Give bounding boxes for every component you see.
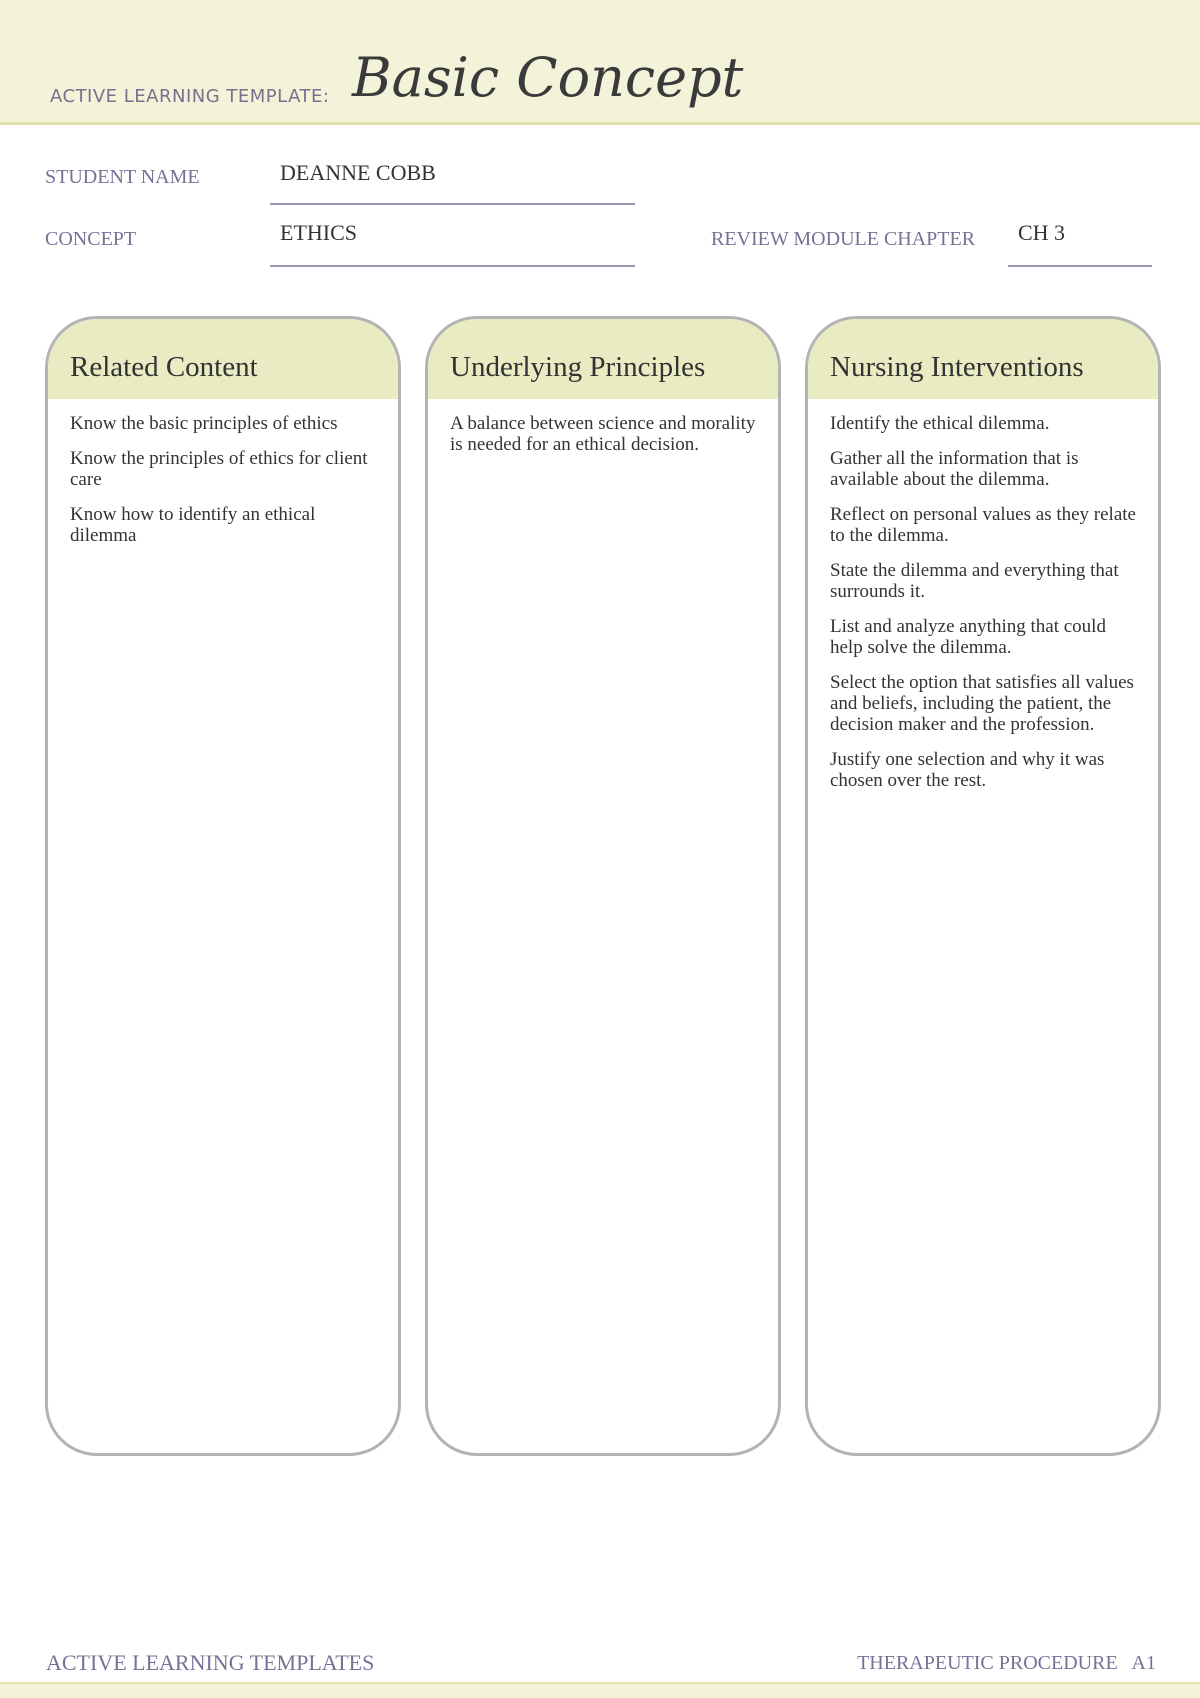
nursing-interventions-item: State the dilemma and everything that surrounds it. (830, 560, 1119, 602)
related-content-panel (45, 316, 401, 1456)
related-content-body[interactable] (48, 399, 398, 546)
underlying-principles-panel (425, 316, 781, 1456)
underlying-principles-title: Underlying Principles (428, 319, 778, 399)
student-name-label: STUDENT NAME (45, 166, 200, 188)
template-title: Basic Concept (352, 46, 744, 109)
nursing-interventions-item: Justify one selection and why it was chosen over the rest. (830, 749, 1105, 791)
nursing-interventions-item: Gather all the information that is available about the dilemma. (830, 448, 1079, 490)
related-content-item: Know the principles of ethics for client care (70, 448, 368, 490)
footer-right-text: THERAPEUTIC PROCEDURE A1 (857, 1652, 1156, 1674)
concept-field[interactable]: ETHICS (280, 220, 357, 245)
nursing-interventions-title: Nursing Interventions (808, 319, 1158, 399)
nursing-interventions-body[interactable] (808, 399, 1158, 791)
template-label: ACTIVE LEARNING TEMPLATE: (50, 86, 330, 107)
underlying-principles-item: A balance between science and morality is needed for an ethical decision. (450, 413, 756, 455)
nursing-interventions-item: Reflect on personal values as they relate to the dilemma. (830, 504, 1136, 546)
chapter-underline (1008, 265, 1152, 267)
related-content-item: Know how to identify an ethical dilemma (70, 504, 316, 546)
chapter-label: REVIEW MODULE CHAPTER (711, 228, 976, 250)
student-name-underline (270, 203, 635, 205)
underlying-principles-body[interactable] (428, 399, 778, 455)
nursing-interventions-panel (805, 316, 1161, 1456)
concept-label: CONCEPT (45, 228, 137, 250)
nursing-interventions-item: Identify the ethical dilemma. (830, 413, 1050, 434)
concept-underline (270, 265, 635, 267)
related-content-item: Know the basic principles of ethics (70, 413, 338, 434)
nursing-interventions-item: Select the option that satisfies all values and beliefs, including the patient, the decision maker and the profession. (830, 672, 1134, 735)
related-content-title: Related Content (48, 319, 398, 399)
nursing-interventions-item: List and analyze anything that could help solve the dilemma. (830, 616, 1106, 658)
student-name-field[interactable]: DEANNE COBB (280, 160, 436, 185)
chapter-field[interactable]: CH 3 (1018, 220, 1066, 245)
footer-left-text: ACTIVE LEARNING TEMPLATES (46, 1650, 375, 1675)
